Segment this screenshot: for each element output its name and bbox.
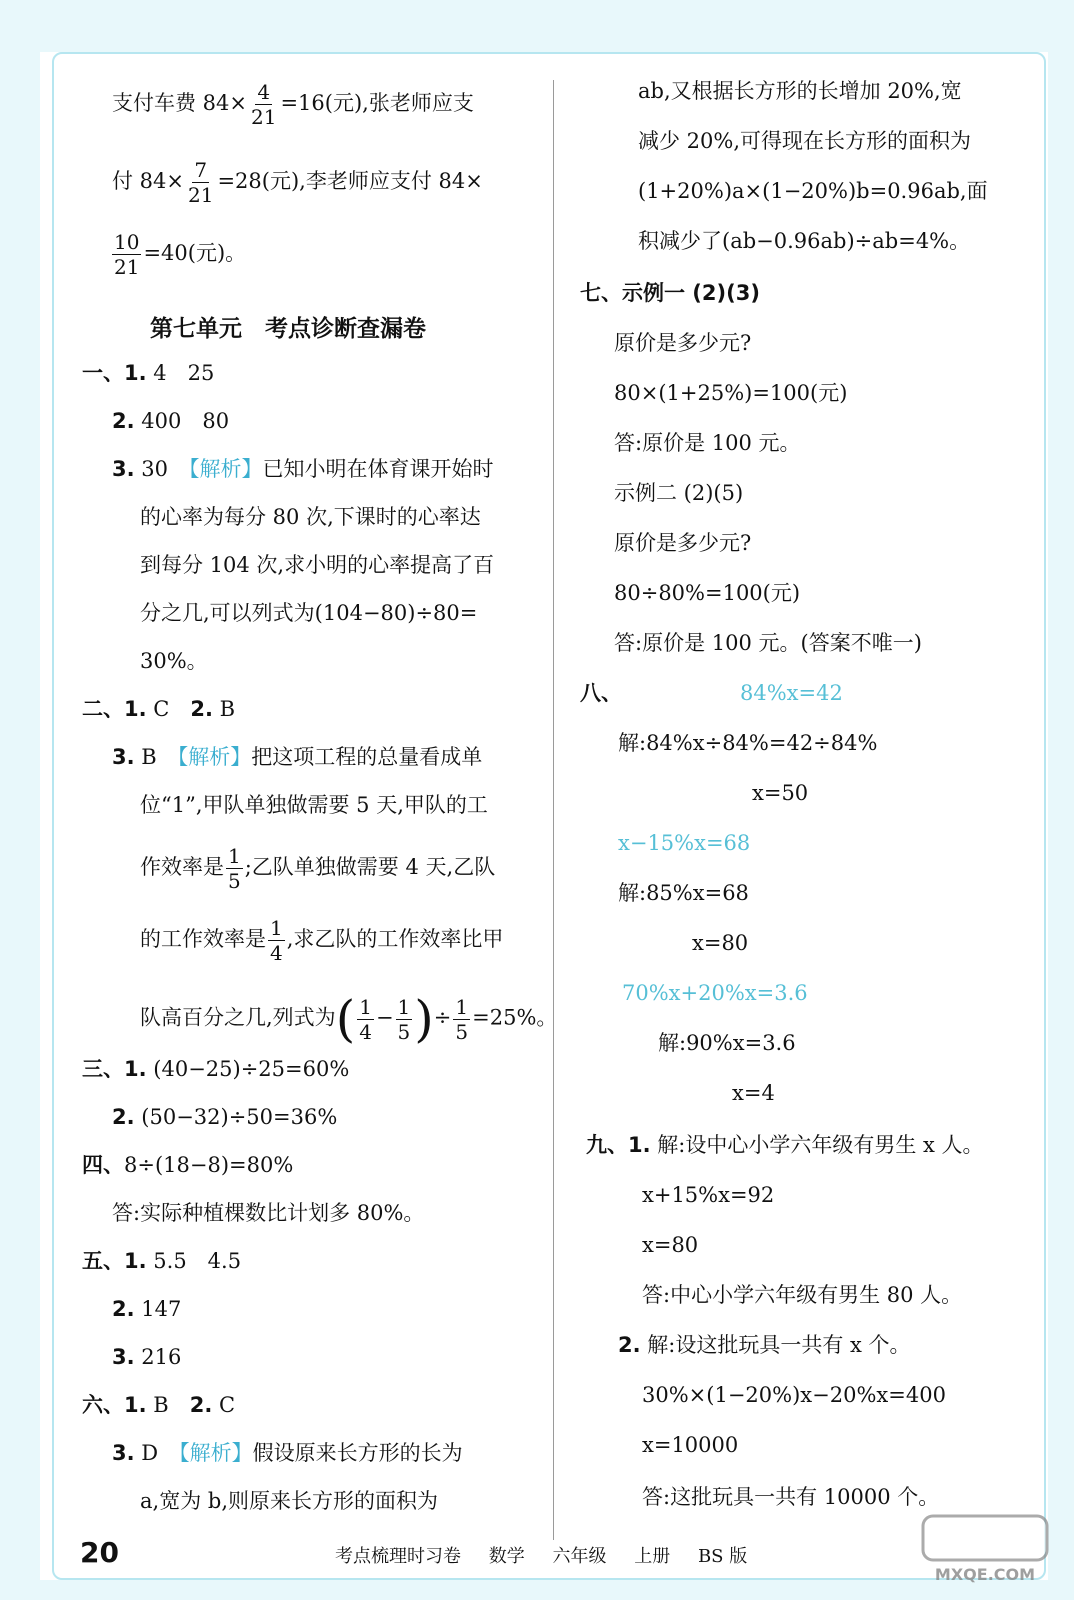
answer-5-1: 五、1. 5.5 4.5 [82,1249,242,1273]
page-number: 20 [80,1536,119,1569]
volume: 上册 [634,1546,671,1567]
text-line: x+15%x=92 [642,1183,775,1207]
answer-4: 四、8÷(18−8)=80% [82,1153,294,1177]
text-line: 减少 20%,可得现在长方形的面积为 [638,129,972,153]
fraction: $\frac{1}{5}$ [397,994,411,1044]
text-line: x=4 [732,1081,775,1105]
answer-5-3: 3. 216 [112,1345,182,1369]
text-line: a,宽为 b,则原来长方形的面积为 [140,1489,438,1513]
text-line: 示例二 (2)(5) [614,481,744,505]
text-line: 到每分 104 次,求小明的心率提高了百 [140,553,495,577]
answer-6-3: 3. D 【解析】假设原来长方形的长为 [112,1441,463,1465]
text-line: 答:这批玩具一共有 10000 个。 [642,1485,940,1509]
column-divider [553,80,554,1540]
fraction: $\frac{1}{5}$ [228,844,241,893]
text-line: 原价是多少元? [614,331,752,355]
fraction: $\frac{1}{4}$ [359,994,372,1044]
answer-8-label: 八、 [580,681,622,705]
analysis-tag: 【解析】 [177,745,252,769]
text-line: 80÷80%=100(元) [614,581,801,605]
answer-1-1: 一、1. 4 25 [82,361,215,385]
text-line: 答:原价是 100 元。 [614,431,801,455]
text-line: 解:85%x=68 [618,881,749,905]
text-line: 30%×(1−20%)x−20%x=400 [642,1383,946,1407]
answer-3-1: 三、1. (40−25)÷25=60% [82,1057,350,1081]
edition: BS 版 [697,1546,748,1567]
answer-1-3: 3. 30 【解析】已知小明在体育课开始时 [112,457,494,481]
left-line-2: 付 84× $\frac{7}{21}$ =28(元),李老师应支付 84× [112,158,483,207]
text-line: 积减少了(ab−0.96ab)÷ab=4%。 [638,229,971,253]
answer-2-1: 二、1. C 2. B [82,697,236,721]
book-title: 考点梳理时习卷 [335,1546,461,1567]
subject: 数学 [488,1546,525,1567]
grade: 六年级 [552,1546,607,1567]
answer-2-3: 3. B 【解析】把这项工程的总量看成单 [112,745,483,769]
answer-1-2: 2. 400 80 [112,409,230,433]
text-line: 作效率是 $\frac{1}{5}$ ;乙队单独做需要 4 天,乙队 [140,844,496,893]
text-line: 位“1”,甲队单独做需要 5 天,甲队的工 [140,793,488,817]
text-line: ab,又根据长方形的长增加 20%,宽 [638,79,962,103]
text-line: 答:原价是 100 元。(答案不唯一) [614,631,922,655]
text-line: 分之几,可以列式为(104−80)÷80= [140,601,478,625]
answer-5-2: 2. 147 [112,1297,182,1321]
fraction: $\frac{1}{4}$ [270,916,283,965]
text-line: x=80 [642,1233,699,1257]
fraction: $\frac{4}{21}$ [251,80,277,129]
answer-6-1: 六、1. B 2. C [82,1393,236,1417]
left-line-1: 支付车费 84× $\frac{4}{21}$ =16(元),张老师应支 [112,80,474,129]
text-line: x=50 [752,781,809,805]
text-line: x=80 [692,931,749,955]
page-border-right [1048,0,1074,1600]
text-line: 80×(1+25%)=100(元) [614,381,848,405]
svg-text:MXQE.COM: MXQE.COM [934,1565,1036,1584]
equation-1: 84%x=42 [740,681,843,705]
text-line: 解:90%x=3.6 [658,1031,796,1055]
text-line: 的心率为每分 80 次,下课时的心率达 [140,505,481,529]
page-border-bottom [0,1580,1074,1600]
answer-3-2: 2. (50−32)÷50=36% [112,1105,338,1129]
text-line: x=10000 [642,1433,739,1457]
text-line: 答:中心小学六年级有男生 80 人。 [642,1283,963,1307]
text-line: 队高百分之几,列式为( $\frac{1}{4}$ − $\frac{1}{5}$ )÷ $\frac{1}{5}$ =25%。 [140,990,558,1048]
text-line: 原价是多少元? [614,531,752,555]
analysis-tag: 【解析】 [179,1441,253,1465]
page-border-left [0,0,40,1600]
watermark-logo [915,1508,1055,1588]
equation-3: 70%x+20%x=3.6 [622,981,808,1005]
page-border-top [0,0,1074,52]
fraction: $\frac{1}{5}$ [455,994,469,1044]
fraction: $\frac{7}{21}$ [188,158,214,207]
fraction: $\frac{10}{21}$ [114,230,140,279]
text-line: (1+20%)a×(1−20%)b=0.96ab,面 [638,179,988,203]
left-line-3: $\frac{10}{21}$ =40(元)。 [114,230,247,279]
equation-2: x−15%x=68 [618,831,751,855]
text-line: 解:84%x÷84%=42÷84% [618,731,878,755]
text-line: 30%。 [140,649,208,673]
analysis-tag: 【解析】 [189,457,263,481]
answer-4-ans: 答:实际种植棵数比计划多 80%。 [112,1201,425,1225]
footer-info [335,1542,769,1568]
answer-9-1: 九、1. 解:设中心小学六年级有男生 x 人。 [586,1133,984,1157]
answer-7-label: 七、示例一 (2)(3) [580,281,760,305]
answer-9-2: 2. 解:设这批玩具一共有 x 个。 [618,1333,911,1357]
text-line: 的工作效率是 $\frac{1}{4}$ ,求乙队的工作效率比甲 [140,916,504,965]
section-title: 第七单元 考点诊断查漏卷 [150,316,426,342]
